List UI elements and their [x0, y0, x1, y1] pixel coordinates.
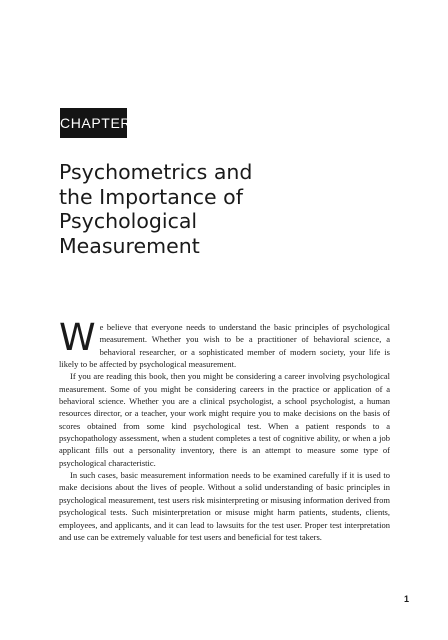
chapter-title [59, 160, 389, 258]
page-number: 1 [403, 594, 409, 604]
paragraph-1 [59, 316, 390, 370]
drop-cap: W [59, 316, 96, 359]
paragraph-1-text: e believe that everyone needs to understand the basic principles of psychological measurement. Whether you wish to be a practitioner of behavioral science, a behavioral researcher, or a sophisticated member of modern society, your life is likely to be affected by psychological measurement. [59, 322, 390, 370]
body-text [59, 316, 390, 543]
paragraph-2: If you are reading this book, then you might be considering a career involving psychological measurement. Some of you might be considering careers in the practice or application of a behavioral science. Whether you are a clinical psychologist, a school psychologist, a human resources director, or a teacher, your work might require you to make decisions on the basis of scores obtained from some kind psychological test. When a patient responds to a psychopathology assessment, when a student completes a test of cognitive ability, or when a job applicant fills out a personality inventory, there is an attempt to measure some type of psychological characteristic. [59, 371, 390, 468]
title-line-2: the Importance of [59, 184, 243, 209]
title-line-1: Psychometrics and [59, 160, 253, 184]
chapter-label: CHAPTER 1 [60, 108, 127, 138]
title-line-3: Psychological [59, 209, 198, 233]
paragraph-3: In such cases, basic measurement information needs to be examined carefully if it is used to make decisions about the lives of people. Without a solid understanding of basic principles in psychological measurement, test users risk misinterpreting or misusing information derived from psychological tests. Such misinterpretation or misuse might harm patients, students, clients, employees, and applicants, and it can lead to lawsuits for the test user. Proper test interpretation and use can be extremely valuable for test users and beneficial for test takers. [59, 470, 390, 542]
title-line-4: Measurement [59, 233, 200, 258]
